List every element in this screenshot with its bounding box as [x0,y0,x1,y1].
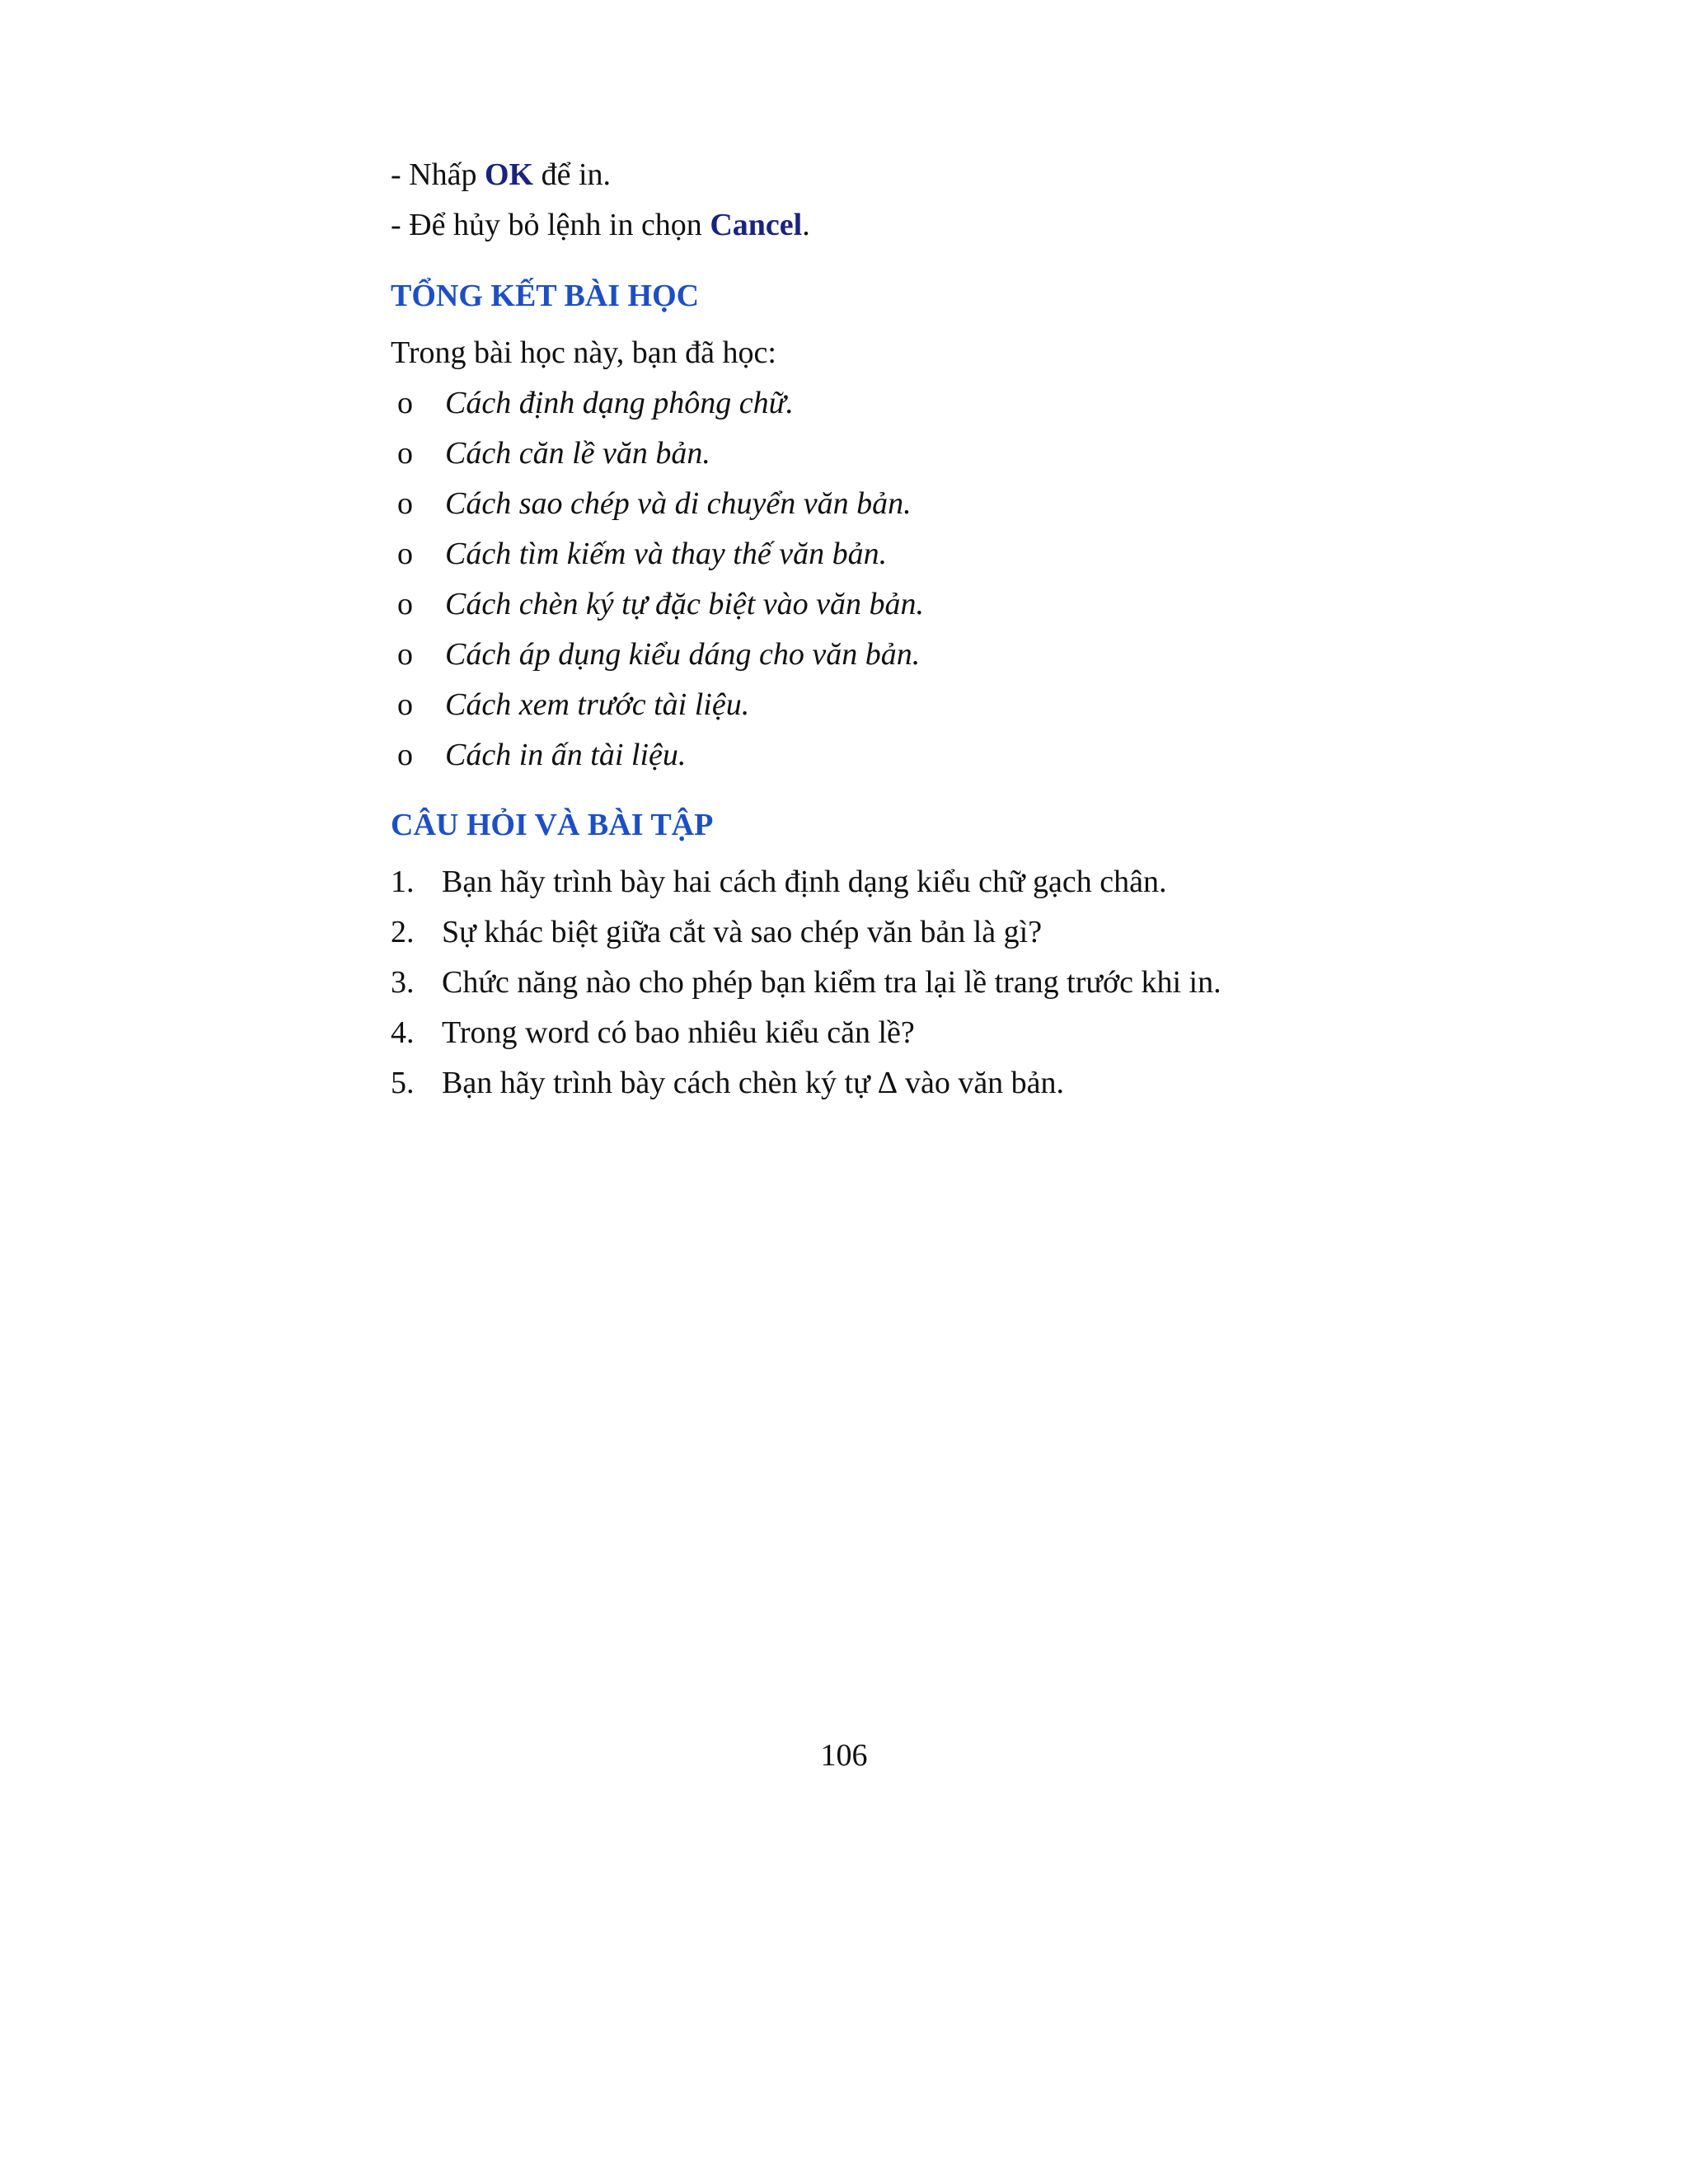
question-number: 3. [391,965,415,1000]
print-ok-instruction [391,150,1380,200]
list-item [391,378,1380,429]
question-item [391,907,1380,958]
bullet-marker: o [397,486,413,521]
bullet-marker: o [397,436,413,471]
question-item [391,958,1380,1008]
print-cancel-suffix: . [802,208,810,242]
question-number: 5. [391,1066,415,1100]
list-item-text: Cách sao chép và di chuyển văn bản. [445,486,912,521]
bullet-marker: o [397,687,413,722]
bullet-marker: o [397,537,413,571]
summary-list [391,378,1380,780]
list-item [391,529,1380,579]
list-item [391,730,1380,780]
question-number: 2. [391,915,415,949]
question-item [391,1008,1380,1058]
list-item [391,680,1380,730]
list-item [391,479,1380,529]
page-number: 106 [820,1738,868,1773]
list-item-text: Cách tìm kiếm và thay thế văn bản. [445,537,888,571]
question-number: 1. [391,865,415,899]
bullet-marker: o [397,386,413,420]
list-item-text: Cách căn lề văn bản. [445,436,710,471]
question-text: Sự khác biệt giữa cắt và sao chép văn bản là gì? [442,915,1043,949]
bullet-marker: o [397,738,413,772]
exercises-heading: CÂU HỎI VÀ BÀI TẬP [391,808,714,842]
list-item [391,630,1380,680]
print-ok-suffix: để in. [533,157,612,192]
bullet-marker: o [397,587,413,621]
list-item-text: Cách áp dụng kiểu dáng cho văn bản. [445,637,921,672]
list-item-text: Cách định dạng phông chữ. [445,386,794,420]
list-item-text: Cách xem trước tài liệu. [445,687,750,722]
list-item [391,429,1380,479]
question-text: Bạn hãy trình bày hai cách định dạng kiểu chữ gạch chân. [442,865,1167,899]
question-item [391,857,1380,907]
list-item-text: Cách in ấn tài liệu. [445,738,687,772]
summary-intro: Trong bài học này, bạn đã học: [391,335,776,370]
question-text: Chức năng nào cho phép bạn kiểm tra lại lề trang trước khi in. [442,965,1221,1000]
print-cancel-prefix: - Để hủy bỏ lệnh in chọn [391,208,710,242]
question-text: Bạn hãy trình bày cách chèn ký tự ∆ vào văn bản. [442,1066,1065,1100]
question-text: Trong word có bao nhiêu kiểu căn lề? [442,1015,915,1050]
list-item-text: Cách chèn ký tự đặc biệt vào văn bản. [445,587,925,621]
print-ok-prefix: - Nhấp [391,157,485,192]
page-content [391,150,1380,1108]
exercise-list [391,857,1380,1108]
ok-keyword: OK [484,157,534,192]
question-number: 4. [391,1015,415,1050]
list-item [391,579,1380,630]
summary-heading: TỔNG KẾT BÀI HỌC [391,279,700,313]
question-item [391,1058,1380,1108]
print-cancel-instruction [391,200,1380,251]
cancel-keyword: Cancel [710,208,803,242]
bullet-marker: o [397,637,413,672]
